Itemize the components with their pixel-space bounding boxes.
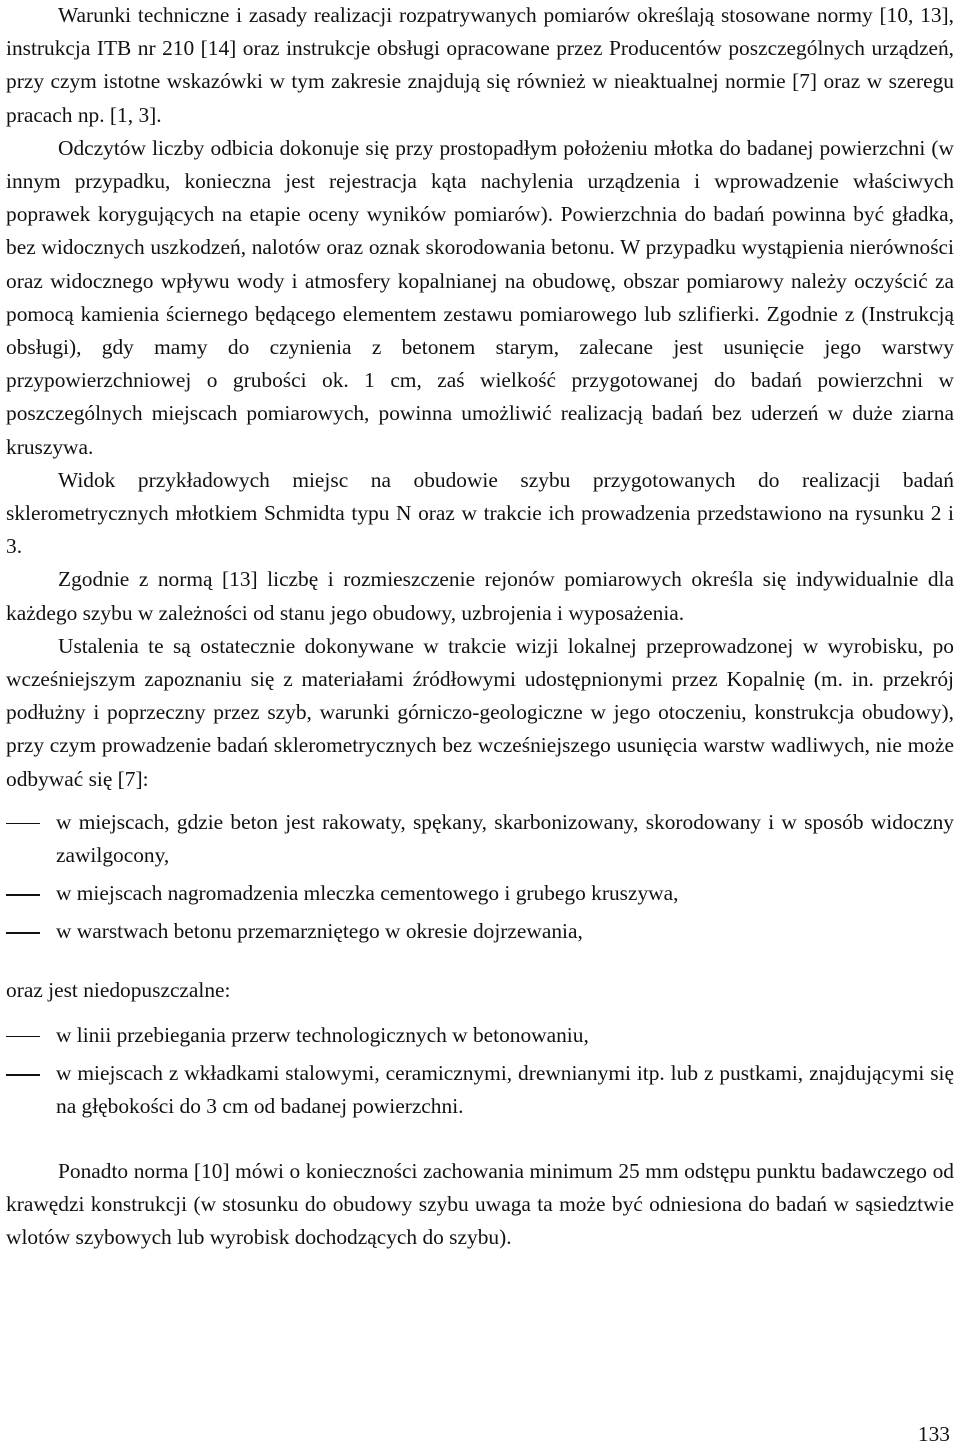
list-item [6,1019,954,1052]
list-item-text: w miejscach, gdzie beton jest rakowaty, spękany, skarbonizowany, skorodowany i w sposób widoczny zawilgocony, [56,809,954,868]
document-page [6,0,954,1254]
list-item-text: w warstwach betonu przemarzniętego w okresie dojrzewania, [56,919,583,944]
list-item [6,1057,954,1123]
paragraph-not-allowed-intro: oraz jest niedopuszczalne: [6,977,231,1002]
page-number: 133 [917,1422,950,1446]
list-item [6,806,954,872]
paragraph-rebound-readings: Odczytów liczby odbicia dokonuje się przy prostopadłym położeniu młotka do badanej powierzchni (w innym przypadku, konieczna jest rejestracja kąta nachylenia urządzenia i wprowadzenie właściwych poprawek korygujących na etapie oceny wyników pomiarów). Powierzchnia do badań powinna być gładka, bez widocznych uszkodzeń, nalotów oraz oznak skorodowania betonu. W przypadku wystąpienia nierówności oraz widocznego wpływu wody i atmosfery kopalnianej na obudowę, obszar pomiarowy należy oczyścić za pomocą kamienia ściernego będącego elementem zestawu pomiarowego lub szlifierki. Zgodnie z (Instrukcją obsługi), gdy mamy do czynienia z betonem starym, zalecane jest usunięcie jego warstwy przypowierzchniowej o grubości ok. 1 cm, zaś wielkość przygotowanej do badań powierzchni w poszczególnych miejscach pomiarowych, powinna umożliwić realizacją badań bez uderzeń w duże ziarna kruszywa. [6,135,954,459]
paragraph-number-of-regions: Zgodnie z normą [13] liczbę i rozmieszczenie rejonów pomiarowych określa się indywidualnie dla każdego szybu w zależności od stanu jego obudowy, uzbrojenia i wyposażenia. [6,567,954,625]
list-item-text: w miejscach nagromadzenia mleczka cementowego i grubego kruszywa, [56,881,679,906]
list-item [6,915,954,948]
list-item-text: w linii przebiegania przerw technologicznych w betonowaniu, [56,1022,589,1047]
list-item [6,877,954,910]
list-item-text: w miejscach z wkładkami stalowymi, ceramicznymi, drewnianymi itp. lub z pustkami, znajdującymi się na głębokości do 3 cm od badanej powierzchni. [56,1061,954,1119]
list-prohibited-locations [6,806,954,949]
list-not-allowed-locations [6,1019,954,1124]
paragraph-measurement-standards: Warunki techniczne i zasady realizacji rozpatrywanych pomiarów określają stosowane normy [10, 13], instrukcja ITB nr 210 [14] oraz instrukcje obsługi opracowane przez Producentów poszczególnych urządzeń, przy czym istotne wskazówki w tym zakresie znajdują się również w nieaktualnej normie [7] oraz w szeregu pracach np. [1, 3]. [6,3,954,127]
paragraph-example-locations: Widok przykładowych miejsc na obudowie szybu przygotowanych do realizacji badań sklerometrycznych młotkiem Schmidta typu N oraz w trakcie ich prowadzenia przedstawiono na rysunku 2 i 3. [6,467,954,559]
paragraph-site-inspection: Ustalenia te są ostatecznie dokonywane w trakcie wizji lokalnej przeprowadzonej w wyrobisku, po wcześniejszym zapoznaniu się z materiałami źródłowymi udostępnionymi przez Kopalnię (m. in. przekrój podłużny i poprzeczny przez szyb, warunki górniczo-geologiczne w jego otoczeniu, konstrukcja obudowy), przy czym prowadzenie badań sklerometrycznych bez wcześniejszego usunięcia warstw wadliwych, nie może odbywać się [7]: [6,633,954,791]
paragraph-norm-distance: Ponadto norma [10] mówi o konieczności zachowania minimum 25 mm odstępu punktu badawczego od krawędzi konstrukcji (w stosunku do obudowy szybu uwaga ta może być odniesiona do badań w sąsiedztwie wlotów szybowych lub wyrobisk dochodzących do szybu). [6,1158,954,1249]
